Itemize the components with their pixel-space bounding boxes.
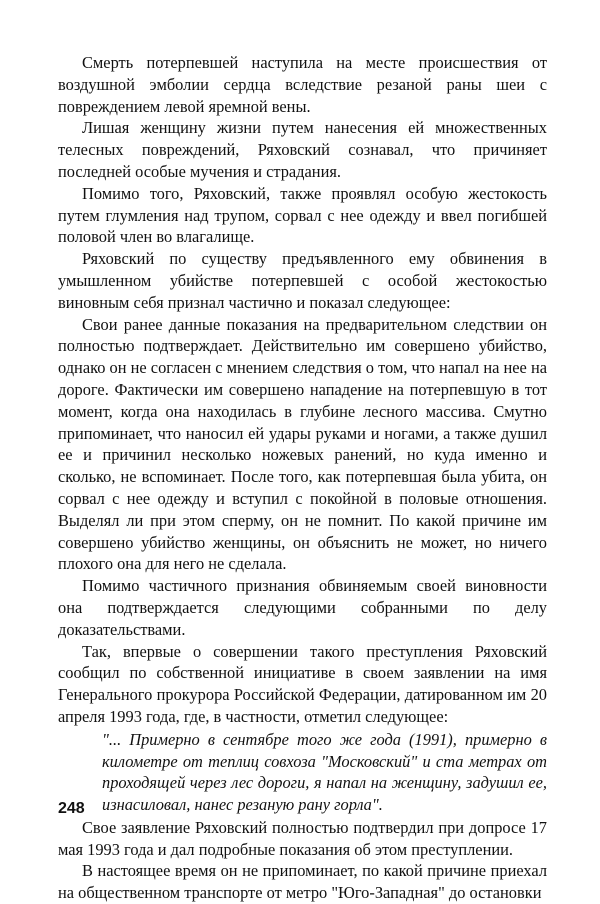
paragraph-4: Ряховский по существу предъявленного ему обвинения в умышленном убийстве потерпевшей с особой жестокостью виновным себя признал частично и показал следующее:: [58, 249, 547, 312]
paragraph-9: В настоящее время он не припоминает, по какой причине приехал на общественном транспорте от метро "Юго-Западная" до остановки: [58, 861, 547, 903]
paragraph-8: Свое заявление Ряховский полностью подтвердил при допросе 17 мая 1993 года и дал подробные показания об этом преступлении.: [58, 817, 547, 859]
paragraph-1: Смерть потерпевшей наступила на месте происшествия от воздушной эмболии сердца вследствие резаной раны шеи с повреждением левой яремной вены.: [58, 53, 547, 116]
body-text: [58, 52, 547, 904]
paragraph-2: Лишая женщину жизни путем нанесения ей множественных телесных повреждений, Ряховский сознавал, что причиняет последней особые мучения и страдания.: [58, 118, 547, 181]
page-number: 248: [58, 800, 85, 817]
paragraph-6: Помимо частичного признания обвиняемым своей виновности она подтверждается следующими собранными по делу доказательствами.: [58, 576, 547, 639]
quote-block: "... Примерно в сентябре того же года (1991), примерно в километре от теплиц совхоза "Московский" и ста метрах от проходящей через лес дороги, я напал на женщину, задушил ее, изнасиловал, нанес резаную рану горла".: [102, 729, 547, 815]
paragraph-7: Так, впервые о совершении такого преступления Ряховский сообщил по собственной инициативе в своем заявлении на имя Генерального прокурора Российской Федерации, датированном им 20 апреля 1993 года, где, в частности, отметил следующее:: [58, 641, 547, 726]
paragraph-3: Помимо того, Ряховский, также проявлял особую жестокость путем глумления над трупом, сорвал с нее одежду и ввел погибшей половой член во влагалище.: [58, 183, 547, 247]
paragraph-5: Свои ранее данные показания на предварительном следствии он полностью подтверждает. Действительно им совершено убийство, однако он не согласен с мнением следствия о том, что напал на нее на дороге. Фактически им совершено нападение на потерпевшую в тот момент, когда она находилась в глубине лесного массива. Смутно припоминает, что наносил ей удары руками и ногами, а также душил ее и причинил несколько ножевых ранений, но куда именно и сколько, не вспоминает. После того, как потерпевшая была убита, он сорвал с нее одежду и вступил с покойной в половые отношения. Выделял ли при этом сперму, он не помнит. По какой причине им совершено убийство женщины, он объяснить не может, но ничего плохого она для него не сделала.: [58, 314, 547, 574]
